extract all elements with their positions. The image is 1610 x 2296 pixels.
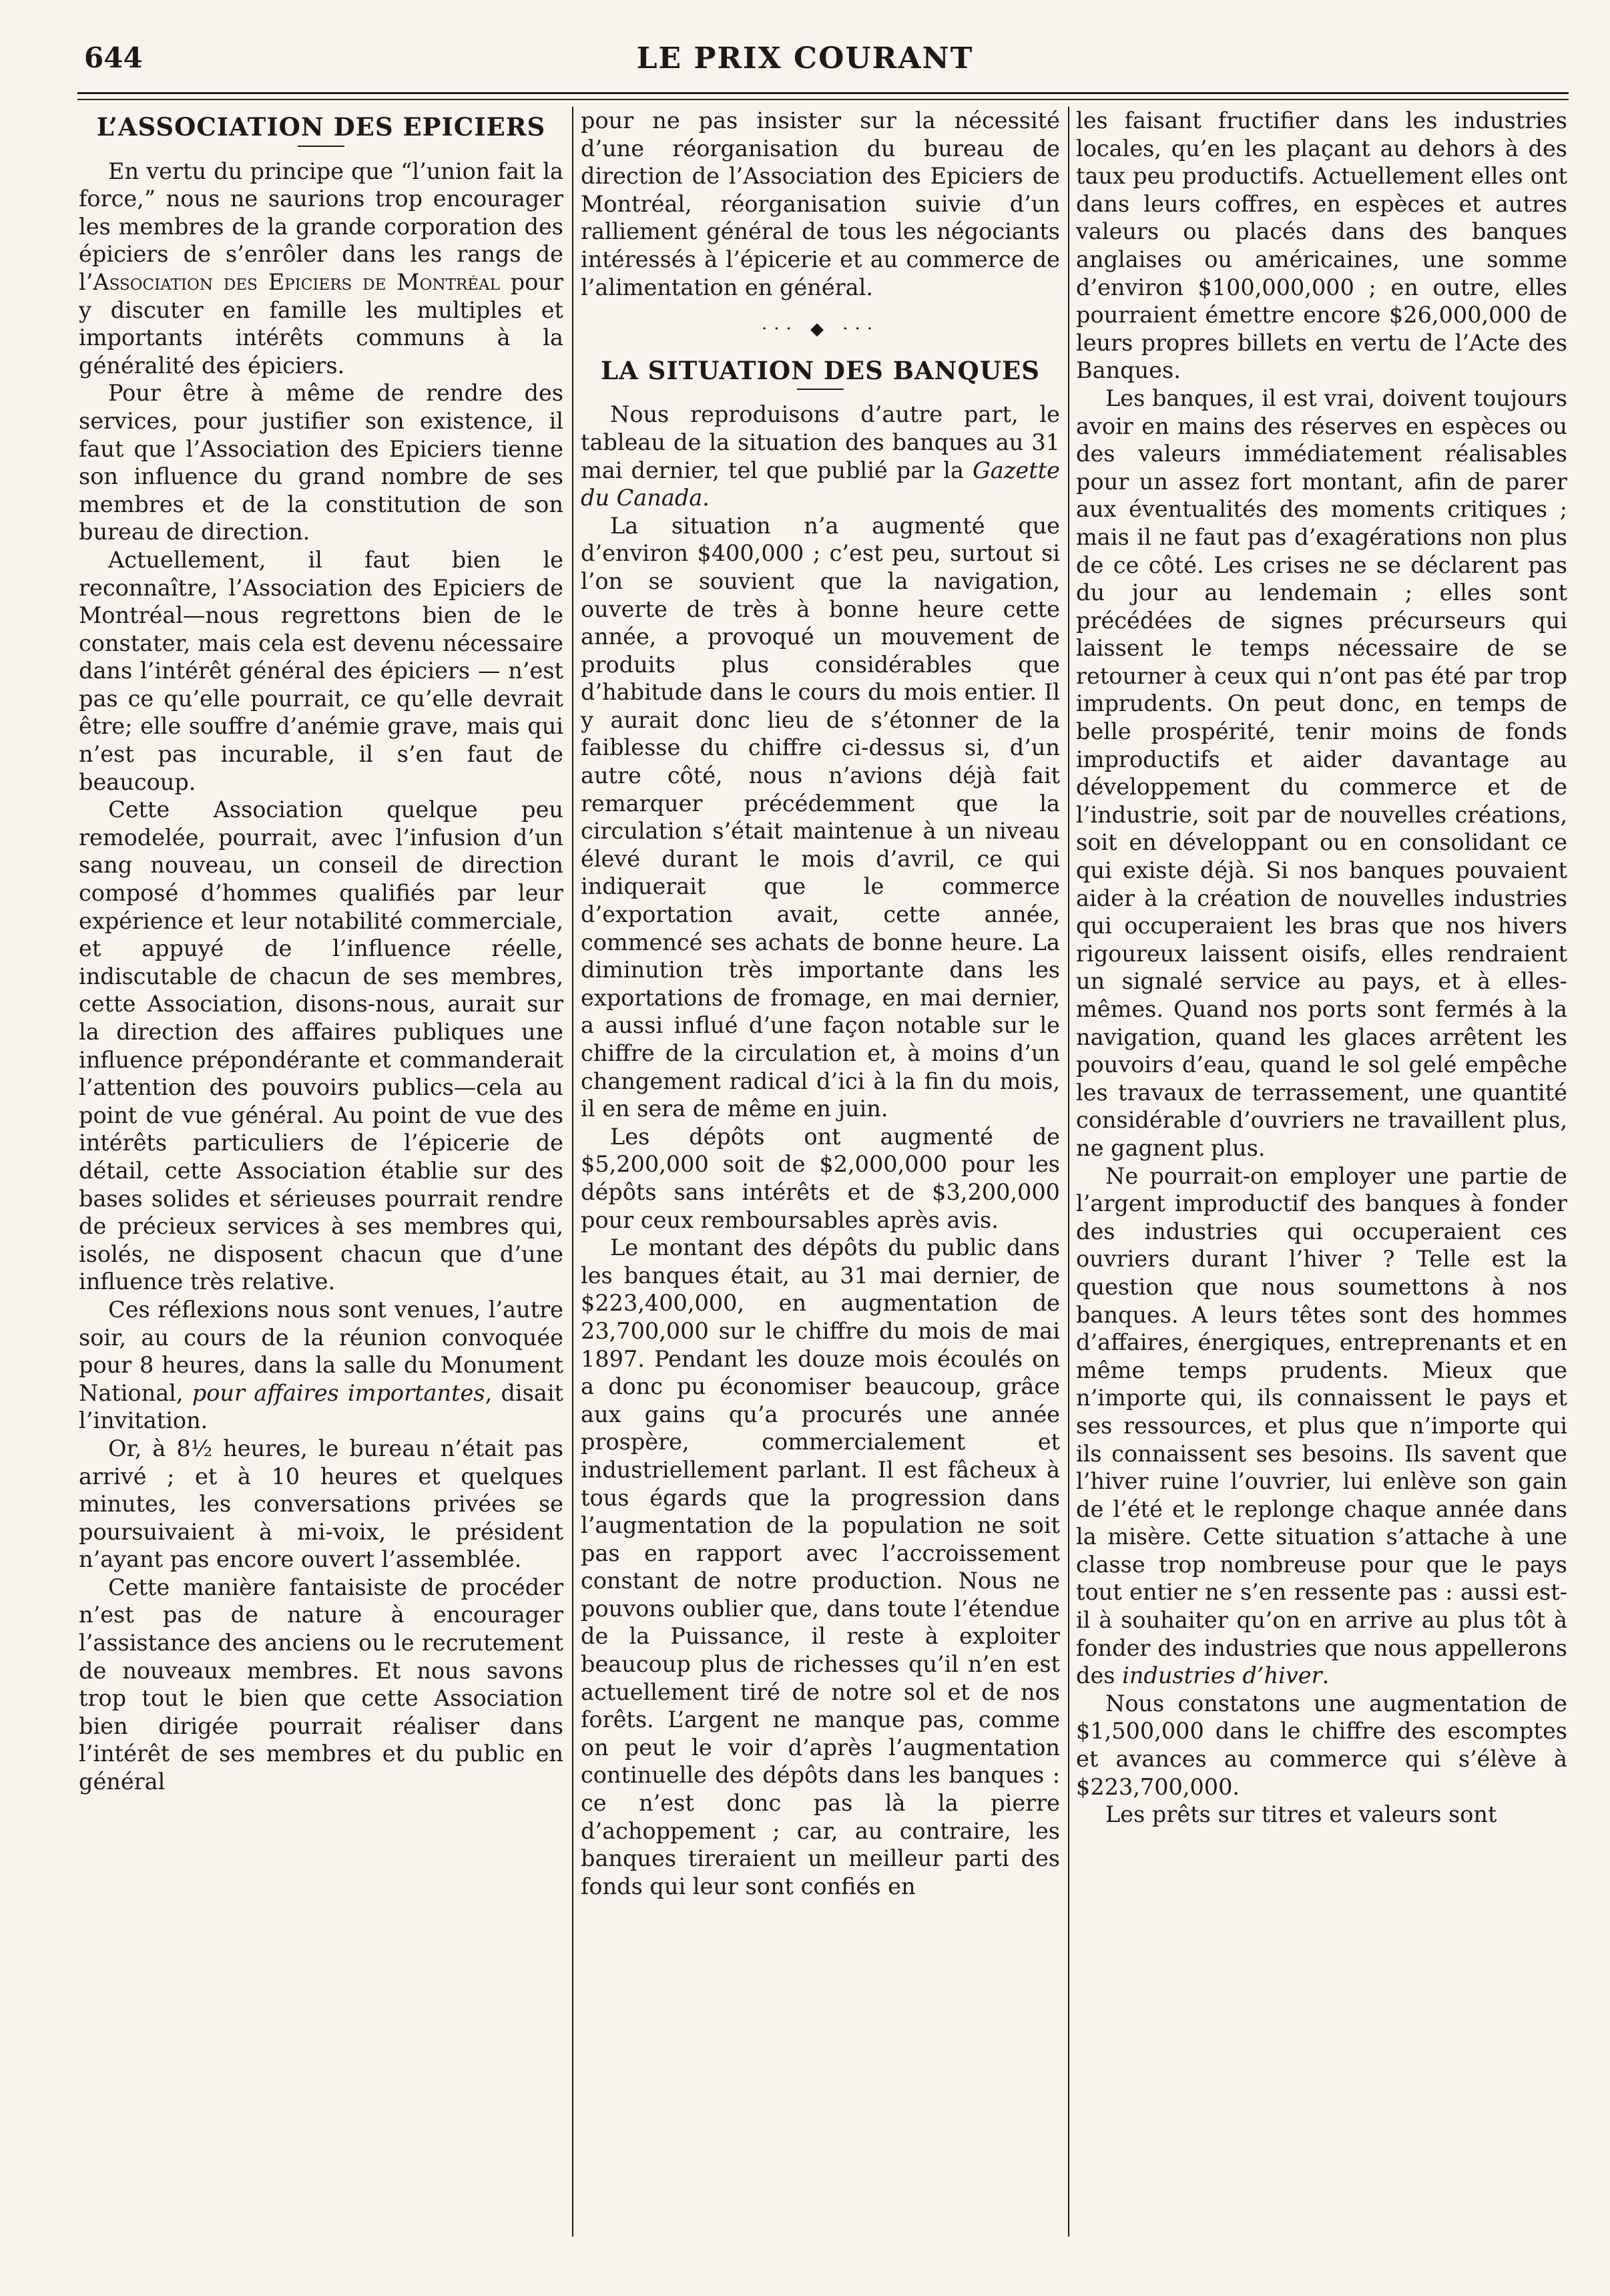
article-title: LA SITUATION DES BANQUES [601, 355, 1040, 385]
paragraph: Cette manière fantaisiste de procéder n’est pas de nature à encourager l’assistance des anciens ou le recrutement de nouveaux membres. Et nous savons trop tout le bien que cette Association bien dirigée pourrait réaliser dans l’intérêt de ses membres et du public en général [79, 1574, 563, 1795]
running-title: LE PRIX COURANT [636, 41, 974, 75]
header-rule-thin [77, 99, 1569, 100]
header-rule [77, 92, 1569, 94]
paragraph: Les prêts sur titres et valeurs sont [1105, 1801, 1497, 1828]
paragraph: Le montant des dépôts du public dans les banques était, au 31 mai dernier, de $223,400,000, en augmentation de 23,700,000 sur le chiffre du mois de mai 1897. Pendant les douze mois écoulés on a donc pu économiser beaucoup, grâce aux gains qu’a procurés une année prospère, commercialement et industriellement parlant. Il est fâcheux à tous égards que la progression dans l’augmentation de la population ne soit pas en rapport avec l’accroissement constant de notre production. Nous ne pouvons oublier que, dans toute l’étendue de la Puissance, il reste à exploiter beaucoup plus de richesses qu’il n’en est actuellement tiré de notre sol et de nos forêts. L’argent ne manque pas, comme on peut le voir d’après l’augmentation continuelle des dépôts dans les banques : ce n’est donc pas là la pierre d’achoppement ; car, au contraire, les banques tireraient un meilleur parti des fonds qui leur sont confiés en [581, 1234, 1060, 1899]
article-title: L’ASSOCIATION DES EPICIERS [96, 112, 546, 142]
paragraph-continued: pour ne pas insister sur la nécessité d’une réorganisation du bureau de direction de l’Association des Epiciers de Montréal, réorganisation suivie d’un ralliement général de tous les négociants intéressés à l’épicerie et au commerce de l’alimentation en général. [581, 107, 1060, 300]
paragraph: Or, à 8½ heures, le bureau n’était pas arrivé ; et à 10 heures et quelques minutes, les conversations privées se poursuivaient à mi-voix, le président n’ayant pas encore ouvert l’assemblée. [79, 1435, 563, 1573]
title-dash [797, 389, 844, 390]
column-2 [581, 107, 1060, 2237]
page-header [0, 41, 1610, 81]
title-dash [298, 146, 344, 147]
paragraph: Les dépôts ont augmenté de $5,200,000 soit de $2,000,000 pour les dépôts sans intérêts et de $3,200,000 pour ceux remboursables après avis. [581, 1123, 1060, 1233]
paragraph: Les banques, il est vrai, doivent toujours avoir en mains des réserves en espèces ou des valeurs immédiatement réalisables pour un assez fort montant, afin de parer aux éventualités des moments critiques ; mais il ne faut pas d’exagérations non plus de ce côté. Les crises ne se déclarent pas du jour au lendemain ; elles sont précédées de signes précurseurs qui laissent le temps nécessaire de se retourner à ceux qui n’ont pas été par trop imprudents. On peut donc, en temps de belle prospérité, tenir moins de fonds improductifs et aider davantage au développement du commerce et de l’industrie, soit par de nouvelles créations, soit en développant ou en consolidant ce qui existe déjà. Si nos banques pouvaient aider à la création de nouvelles industries qui occuperaient les bras que nos hivers rigoureux laissent oisifs, elles rendraient un signalé service au pays, et à elles-mêmes. Quand nos ports sont fermés à la navigation, quand les glaces arrêtent les pouvoirs d’eau, quand le sol gelé empêche les travaux de terrassement, une quantité considérable d’ouvriers ne travaillent plus, ne gagnent plus. [1076, 385, 1567, 1161]
paragraph: Pour être à même de rendre des services, pour justifier son existence, il faut que l’Association des Epiciers tienne son influence du grand nombre de ses membres et de la constitution de son bureau de direction. [79, 380, 563, 545]
paragraph: La situation n’a augmenté que d’environ $400,000 ; c’est peu, surtout si l’on se souvient que la navigation, ouverte de très à bonne heure cette année, a provoqué un mouvement de produits plus considérables que d’habitude dans le cours du mois entier. Il y aurait donc lieu de s’étonner de la faiblesse du chiffre ci-dessus si, d’un autre côté, nous n’avions déjà fait remarquer précédemment que la circulation s’était maintenue à un niveau élevé durant le mois d’avril, ce qui indiquerait que le commerce d’exportation avait, cette année, commencé ses achats de bonne heure. La diminution très importante dans les exportations de fromage, en mai dernier, a aussi influé d’une façon notable sur le chiffre de la circulation et, à moins d’un changement radical d’ici à la fin du mois, il en sera de même en juin. [581, 512, 1060, 1122]
column-divider [1068, 107, 1069, 2237]
paragraph: En vertu du principe que “l’union fait la force,” nous ne saurions trop encourager les membres de la grande corporation des épiciers de s’enrôler dans les rangs de l’Association des Epiciers de Montréal pour y discuter en famille les multiples et importants intérêts communs à la généralité des épiciers. [79, 158, 563, 379]
paragraph: Nous constatons une augmentation de $1,500,000 dans le chiffre des escomptes et avances au commerce qui s’élève à $223,700,000. [1076, 1690, 1567, 1800]
section-ornament: ··· ◆ ··· [761, 319, 880, 340]
paragraph: Cette Association quelque peu remodelée, pourrait, avec l’infusion d’un sang nouveau, un conseil de direction composé d’hommes qualifiés par leur expérience et leur notabilité commerciale, et appuyé de l’influence réelle, indiscutable de chacun de ses membres, cette Association, disons-nous, aurait sur la direction des affaires publiques une influence prépondérante et commanderait l’attention des pouvoirs publics—cela au point de vue général. Au point de vue des intérêts particuliers de l’épicerie de détail, cette Association établie sur des bases solides et sérieuses pourrait rendre de précieux services à ses membres qui, isolés, ne disposent chacun que d’une influence très relative. [79, 796, 563, 1295]
column-3 [1076, 107, 1567, 2237]
page-number: 644 [84, 41, 143, 74]
paragraph: Ne pourrait-on employer une partie de l’argent improductif des banques à fonder des industries qui occuperaient ces ouvriers durant l’hiver ? Telle est la question que nous soumettons à nos banques. A leurs têtes sont des hommes d’affaires, énergiques, entreprenants et en même temps prudents. Mieux que n’importe qui, ils connaissent le pays et ses ressources, et plus que n’importe qui ils connaissent ses besoins. Ils savent que l’hiver ruine l’ouvrier, lui enlève son gain de l’été et le replonge chaque année dans la misère. Cette situation s’attache à une classe trop nombreuse pour que le pays tout entier ne s’en ressente pas : aussi est-il à souhaiter qu’on en arrive au plus tôt à fonder des industries que nous appellerons des industries d’hiver. [1076, 1162, 1567, 1689]
column-divider [572, 107, 573, 2237]
paragraph: Ces réflexions nous sont venues, l’autre soir, au cours de la réunion convoquée pour 8 heures, dans la salle du Monument National, pour affaires importantes, disait l’invitation. [79, 1296, 563, 1434]
paragraph-continued: les faisant fructifier dans les industries locales, qu’en les plaçant au dehors à des taux peu productifs. Actuellement elles ont dans leurs coffres, en espèces et autres valeurs ou placés dans des banques anglaises ou américaines, une somme d’environ $100,000,000 ; en outre, elles pourraient émettre encore $26,000,000 de leurs propres billets en vertu de l’Acte des Banques. [1076, 107, 1567, 384]
column-1 [79, 107, 563, 2237]
paragraph: Actuellement, il faut bien le reconnaître, l’Association des Epiciers de Montréal—nous regrettons bien de le constater, mais cela est devenu nécessaire dans l’intérêt général des épiciers — n’est pas ce qu’elle pourrait, ce qu’elle devrait être; elle souffre d’anémie grave, mais qui n’est pas incurable, il s’en faut de beaucoup. [79, 546, 563, 795]
paragraph: Nous reproduisons d’autre part, le tableau de la situation des banques au 31 mai dernier, tel que publié par la Gazette du Canada. [581, 401, 1060, 511]
